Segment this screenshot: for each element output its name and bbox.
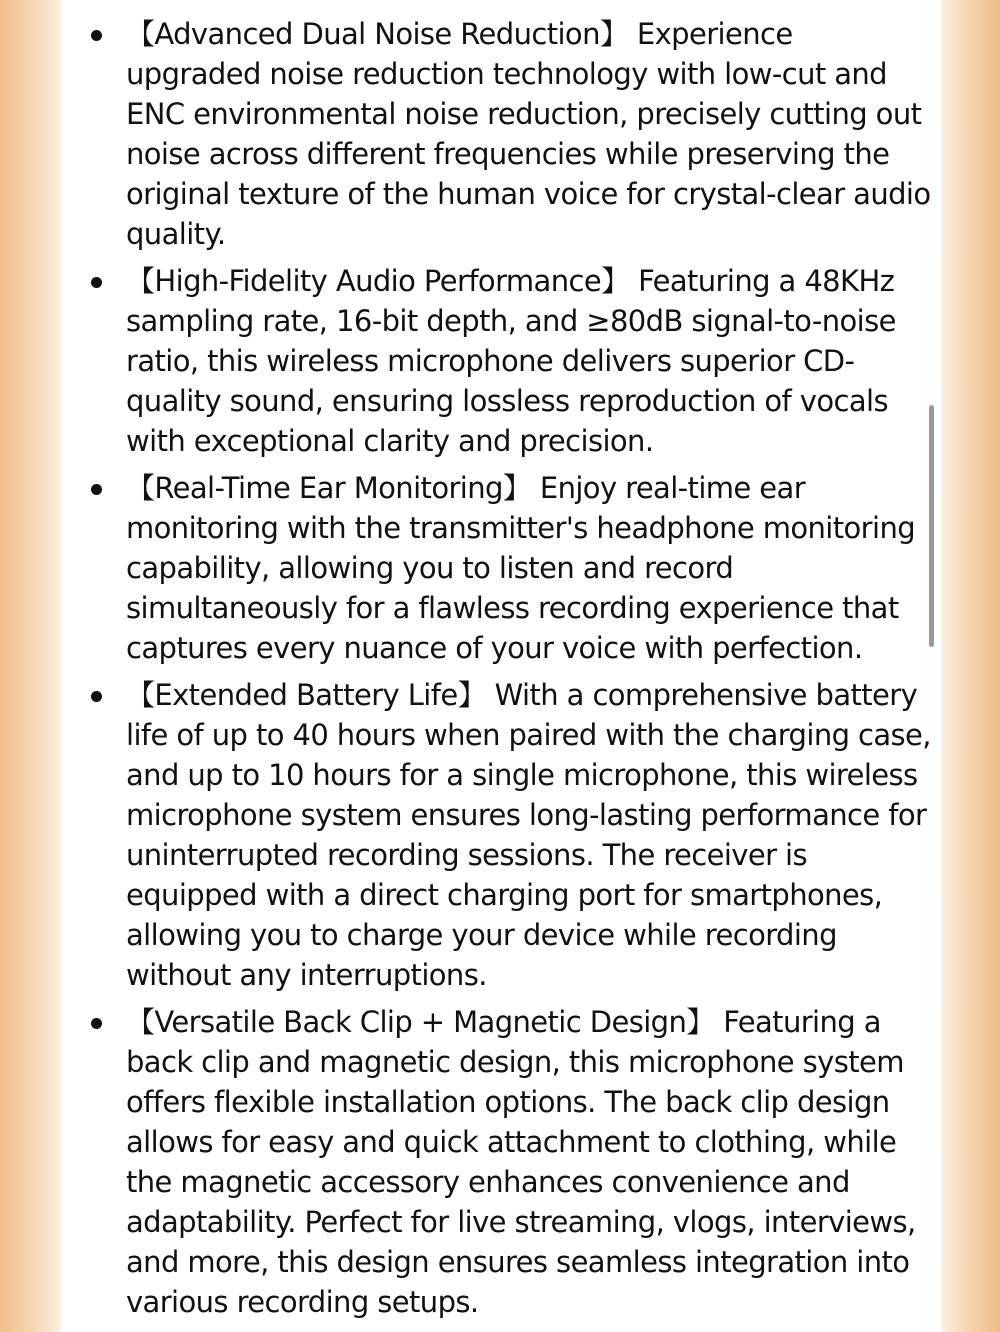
list-item (62, 468, 940, 668)
list-item (62, 261, 940, 461)
bullet-icon (91, 277, 102, 288)
feature-text: 【Versatile Back Clip + Magnetic Design】 Featuring a back clip and magnetic design, this microphone system offers flexible installation options. The back clip design allows for easy and quick attachment to clothing, while the magnetic accessory enhances convenience and adaptability. Perfect for live streaming, vlogs, interviews, and more, this design ensures seamless integration into various recording setups. (126, 1005, 916, 1319)
feature-text: 【Real-Time Ear Monitoring】 Enjoy real-time ear monitoring with the transmitter's headphone monitoring capability, allowing you to listen and record simultaneously for a flawless recording experience that captures every nuance of your voice with perfection. (126, 471, 916, 665)
list-item (62, 1002, 940, 1322)
feature-list-container (62, 14, 940, 1329)
feature-text: 【Advanced Dual Noise Reduction】 Experience upgraded noise reduction technology with low-cut and ENC environmental noise reduction, precisely cutting out noise across different frequencies while preserving the original texture of the human voice for crystal-clear audio quality. (126, 17, 931, 251)
bullet-icon (91, 691, 102, 702)
feature-text: 【High-Fidelity Audio Performance】 Featuring a 48KHz sampling rate, 16-bit depth, and ≥80dB signal-to-noise ratio, this wireless microphone delivers superior CD-quality sound, ensuring lossless reproduction of vocals with exceptional clarity and precision. (126, 264, 896, 458)
feature-text: 【Extended Battery Life】 With a comprehensive battery life of up to 40 hours when paired with the charging case, and up to 10 hours for a single microphone, this wireless microphone system ensures long-lasting performance for uninterrupted recording sessions. The receiver is equipped with a direct charging port for smartphones, allowing you to charge your device while recording without any interruptions. (126, 678, 931, 992)
bullet-icon (91, 1018, 102, 1029)
feature-list (62, 14, 940, 1322)
content-panel (62, 0, 940, 1332)
bullet-icon (91, 484, 102, 495)
bullet-icon (91, 30, 102, 41)
list-item (62, 14, 940, 254)
scrollbar-thumb[interactable] (929, 405, 934, 647)
list-item (62, 675, 940, 995)
